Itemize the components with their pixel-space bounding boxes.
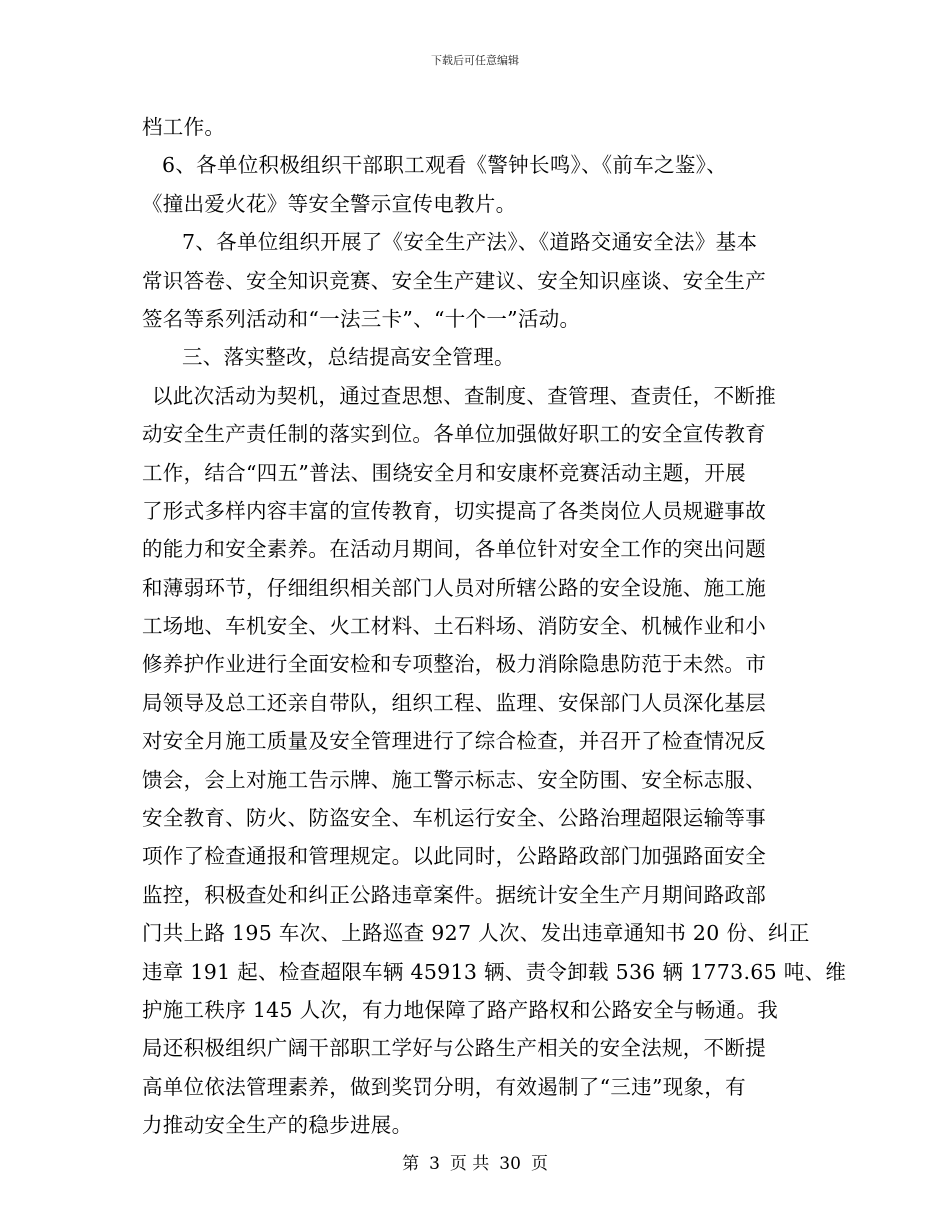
- text-line: 项作了检查通报和管理规定。以此同时，公路路政部门加强路面安全: [142, 844, 766, 869]
- text-line: 修养护作业进行全面安检和专项整治，极力消除隐患防范于未然。市: [142, 652, 766, 677]
- page-total: 30: [499, 1154, 521, 1174]
- text-line: 安全教育、防火、防盗安全、车机运行安全、公路治理超限运输等事: [142, 806, 766, 831]
- text-line: 6、各单位积极组织干部职工观看《警钟长鸣》、《前车之鉴》、: [162, 153, 727, 178]
- text-line: 以此次活动为契机，通过查思想、查制度、查管理、查责任，不断推: [152, 383, 776, 408]
- text-line: 力推动安全生产的稳步进展。: [142, 1113, 413, 1138]
- text-line: 对安全月施工质量及安全管理进行了综合检查，并召开了检查情况反: [142, 729, 766, 754]
- text-line: 违章 191 起、检查超限车辆 45913 辆、责令卸载 536 辆 1773.65 吨、维: [142, 959, 847, 984]
- text-line: 签名等系列活动和“一法三卡”、“十个一”活动。: [142, 306, 581, 331]
- text-line: 馈会，会上对施工告示牌、施工警示标志、安全防围、安全标志服、: [142, 767, 766, 792]
- section-heading: 三、落实整改，总结提高安全管理。: [182, 345, 515, 370]
- text-line: 局领导及总工还亲自带队，组织工程、监理、安保部门人员深化基层: [142, 690, 766, 715]
- text-line: 《撞出爱火花》等安全警示宣传电教片。: [142, 191, 517, 216]
- text-line: 局还积极组织广阔干部职工学好与公路生产相关的安全法规，不断提: [142, 1036, 766, 1061]
- text-line: 7、各单位组织开展了《安全生产法》、《道路交通安全法》基本: [182, 230, 758, 255]
- text-line: 护施工秩序 145 人次，有力地保障了路产路权和公路安全与畅通。我: [142, 997, 779, 1022]
- text-line: 档工作。: [142, 115, 226, 139]
- page-label-prefix: 第: [402, 1154, 420, 1174]
- text-line: 监控，积极查处和纠正公路违章案件。据统计安全生产月期间路政部: [142, 882, 766, 907]
- text-line: 动安全生产责任制的落实到位。各单位加强做好职工的安全宣传教育: [142, 422, 766, 447]
- page-number: 3: [429, 1154, 440, 1174]
- text-line: 和薄弱环节，仔细组织相关部门人员对所辖公路的安全设施、施工施: [142, 575, 766, 600]
- text-line: 的能力和安全素养。在活动月期间，各单位针对安全工作的突出问题: [142, 537, 766, 562]
- document-body: [142, 112, 847, 1149]
- text-line: 常识答卷、安全知识竞赛、安全生产建议、安全知识座谈、安全生产: [142, 268, 766, 293]
- page-footer: [0, 1153, 950, 1175]
- page-label-middle: 页 共: [449, 1154, 490, 1174]
- page-label-suffix: 页: [530, 1154, 548, 1174]
- text-line: 门共上路 195 车次、上路巡查 927 人次、发出违章通知书 20 份、纠正: [142, 921, 810, 946]
- page-header: 下载后可任意编辑: [431, 54, 519, 67]
- text-line: 工场地、车机安全、火工材料、土石料场、消防安全、机械作业和小: [142, 614, 766, 639]
- text-line: 工作，结合“四五”普法、围绕安全月和安康杯竞赛活动主题，开展: [142, 460, 746, 485]
- text-line: 了形式多样内容丰富的宣传教育，切实提高了各类岗位人员规避事故: [142, 498, 766, 523]
- text-line: 高单位依法管理素养，做到奖罚分明，有效遏制了“三违”现象，有: [142, 1074, 746, 1099]
